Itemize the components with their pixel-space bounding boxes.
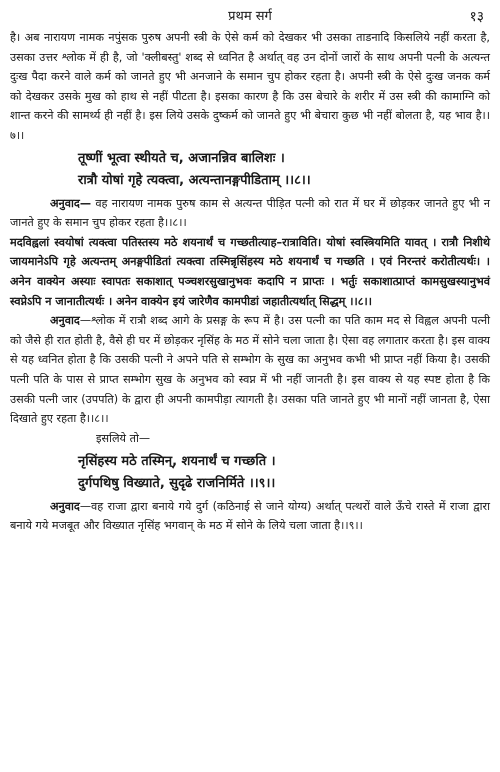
translation-label: अनुवाद— [50,196,92,210]
translation-text: —वह राजा द्वारा बनाये गये दुर्ग (कठिनाई से जाने योग्य) अर्थात् पत्थरों वाले ऊँचे रास्ते में राजा द्वारा बनाये गये मजबूत और विख्यात नृसिंह भगवान् के मठ में सोने के लिये चला जाता है।।९।। [10,499,490,533]
sanskrit-commentary: मदविह्वलां स्वयोषां त्यक्त्वा पतिस्तस्य मठे शयनार्थं च गच्छतीत्याह–रात्राविति। योषां स्वस्त्रियमिति यावत् । रात्रौ निशीथे जायमानेऽपि गृहे अत्यन्तम् अनङ्गपीडितां त्यक्त्वा तस्मिन्नृसिंहस्य मठे शयनार्थं च गच्छति । एवं निरन्तरं करोतीत्यर्थः। । अनेन वाक्येन अस्याः स्वापतः सकाशात् पञ्चशरसुखानुभवः कदापि न प्राप्तः । भर्तुः सकाशात्प्राप्तं कामसुखस्यानुभवं स्वप्नेऽपि न जानातीत्यर्थः । अनेन वाक्येन इयं जारेणैव कामपीडां जहातीत्यर्थात् सिद्धम् ।।८।। [10,235,490,308]
page-number: १३ [469,9,484,25]
translation-label: अनुवाद [50,314,80,328]
verse-8-line-2: रात्रौ योषां गृहे त्यक्त्वा, अत्यन्तानङ्गपीडिताम् ।।८।। [78,172,311,188]
translation-text: वह नारायण नामक पुरुष काम से अत्यन्त पीड़ित पत्नी को रात में घर में छोड़कर जानते हुए भी न जानते हुए के समान चुप होकर रहता है।।८।। [10,196,490,230]
chapter-title: प्रथम सर्ग [228,9,272,24]
verse-8-line-1: तूष्णीं भूत्वा स्थीयते च, अजानन्निव बालिशः । [78,150,285,166]
translation-paragraph-8 [10,194,490,233]
translation-text: —श्लोक में रात्रौ शब्द आगे के प्रसङ्ग के रूप में है। उस पत्नी का पति काम मद से विह्वल अपनी पत्नी को जैसे ही रात होती है, वैसे ही घर में छोड़कर नृसिंह के मठ में सोने चला जाता है। ऐसा वह लगातार करता है। इस वाक्य से यह ध्वनित होता है कि उसकी पत्नी ने अपने पति से सम्भोग के सुख का अनुभव कभी भी प्राप्त नहीं किया है। उसकी पत्नी पति के पास से प्राप्त सम्भोग सुख के अनुभव को स्वप्न में भी नहीं जानती है। इस वाक्य से यह स्पष्ट होता है कि उसकी पत्नी जार (उपपति) के द्वारा ही अपनी कामपीड़ा त्यागती है। उसका पति जानते हुए भी मानों नहीं जानता है, ऐसा दिखाते हुए रहता है।।८।। [10,314,490,426]
commentary-paragraph-1: है। अब नारायण नामक नपुंसक पुरुष अपनी स्त्री के ऐसे कर्म को देखकर भी उसका ताडनादि किसलिये नहीं करता है, उसका उत्तर श्लोक में ही है, जो 'क्लीबस्तु' शब्द से ध्वनित है अर्थात् वह उन दोनों जारों के साथ अपनी पत्नी के अत्यन्त दुःख पैदा करने वाले कर्म को जानते हुए भी अनजाने के समान चुप होकर रहता है। अपनी स्त्री के ऐसे दुःख जनक कर्म को देखकर उसके मुख को हाथ से नहीं पीटता है। इसका कारण है कि उस बेचारे के शरीर में उस स्त्री की कामाग्नि को शान्त करने की सामर्थ्य ही नहीं है। इस लिये उसके दुष्कर्म को जानते हुए भी बेचारा कुछ भी नहीं बोलता है, यह भाव है।।७।। [10,31,490,142]
verse-9 [10,451,490,495]
verse-9-line-1: नृसिंहस्य मठे तस्मिन्, शयनार्थं च गच्छति । [78,453,276,469]
page-header [10,6,490,28]
translation-label: अनुवाद [50,499,80,513]
verse-8 [10,148,490,192]
transition-line: इसलिये तो— [96,431,151,445]
translation-paragraph-8b [10,311,490,429]
translation-paragraph-9 [10,497,490,536]
verse-9-line-2: दुर्गपथिषु विख्याते, सुदृढे राजनिर्मिते ।।९।। [78,475,276,491]
